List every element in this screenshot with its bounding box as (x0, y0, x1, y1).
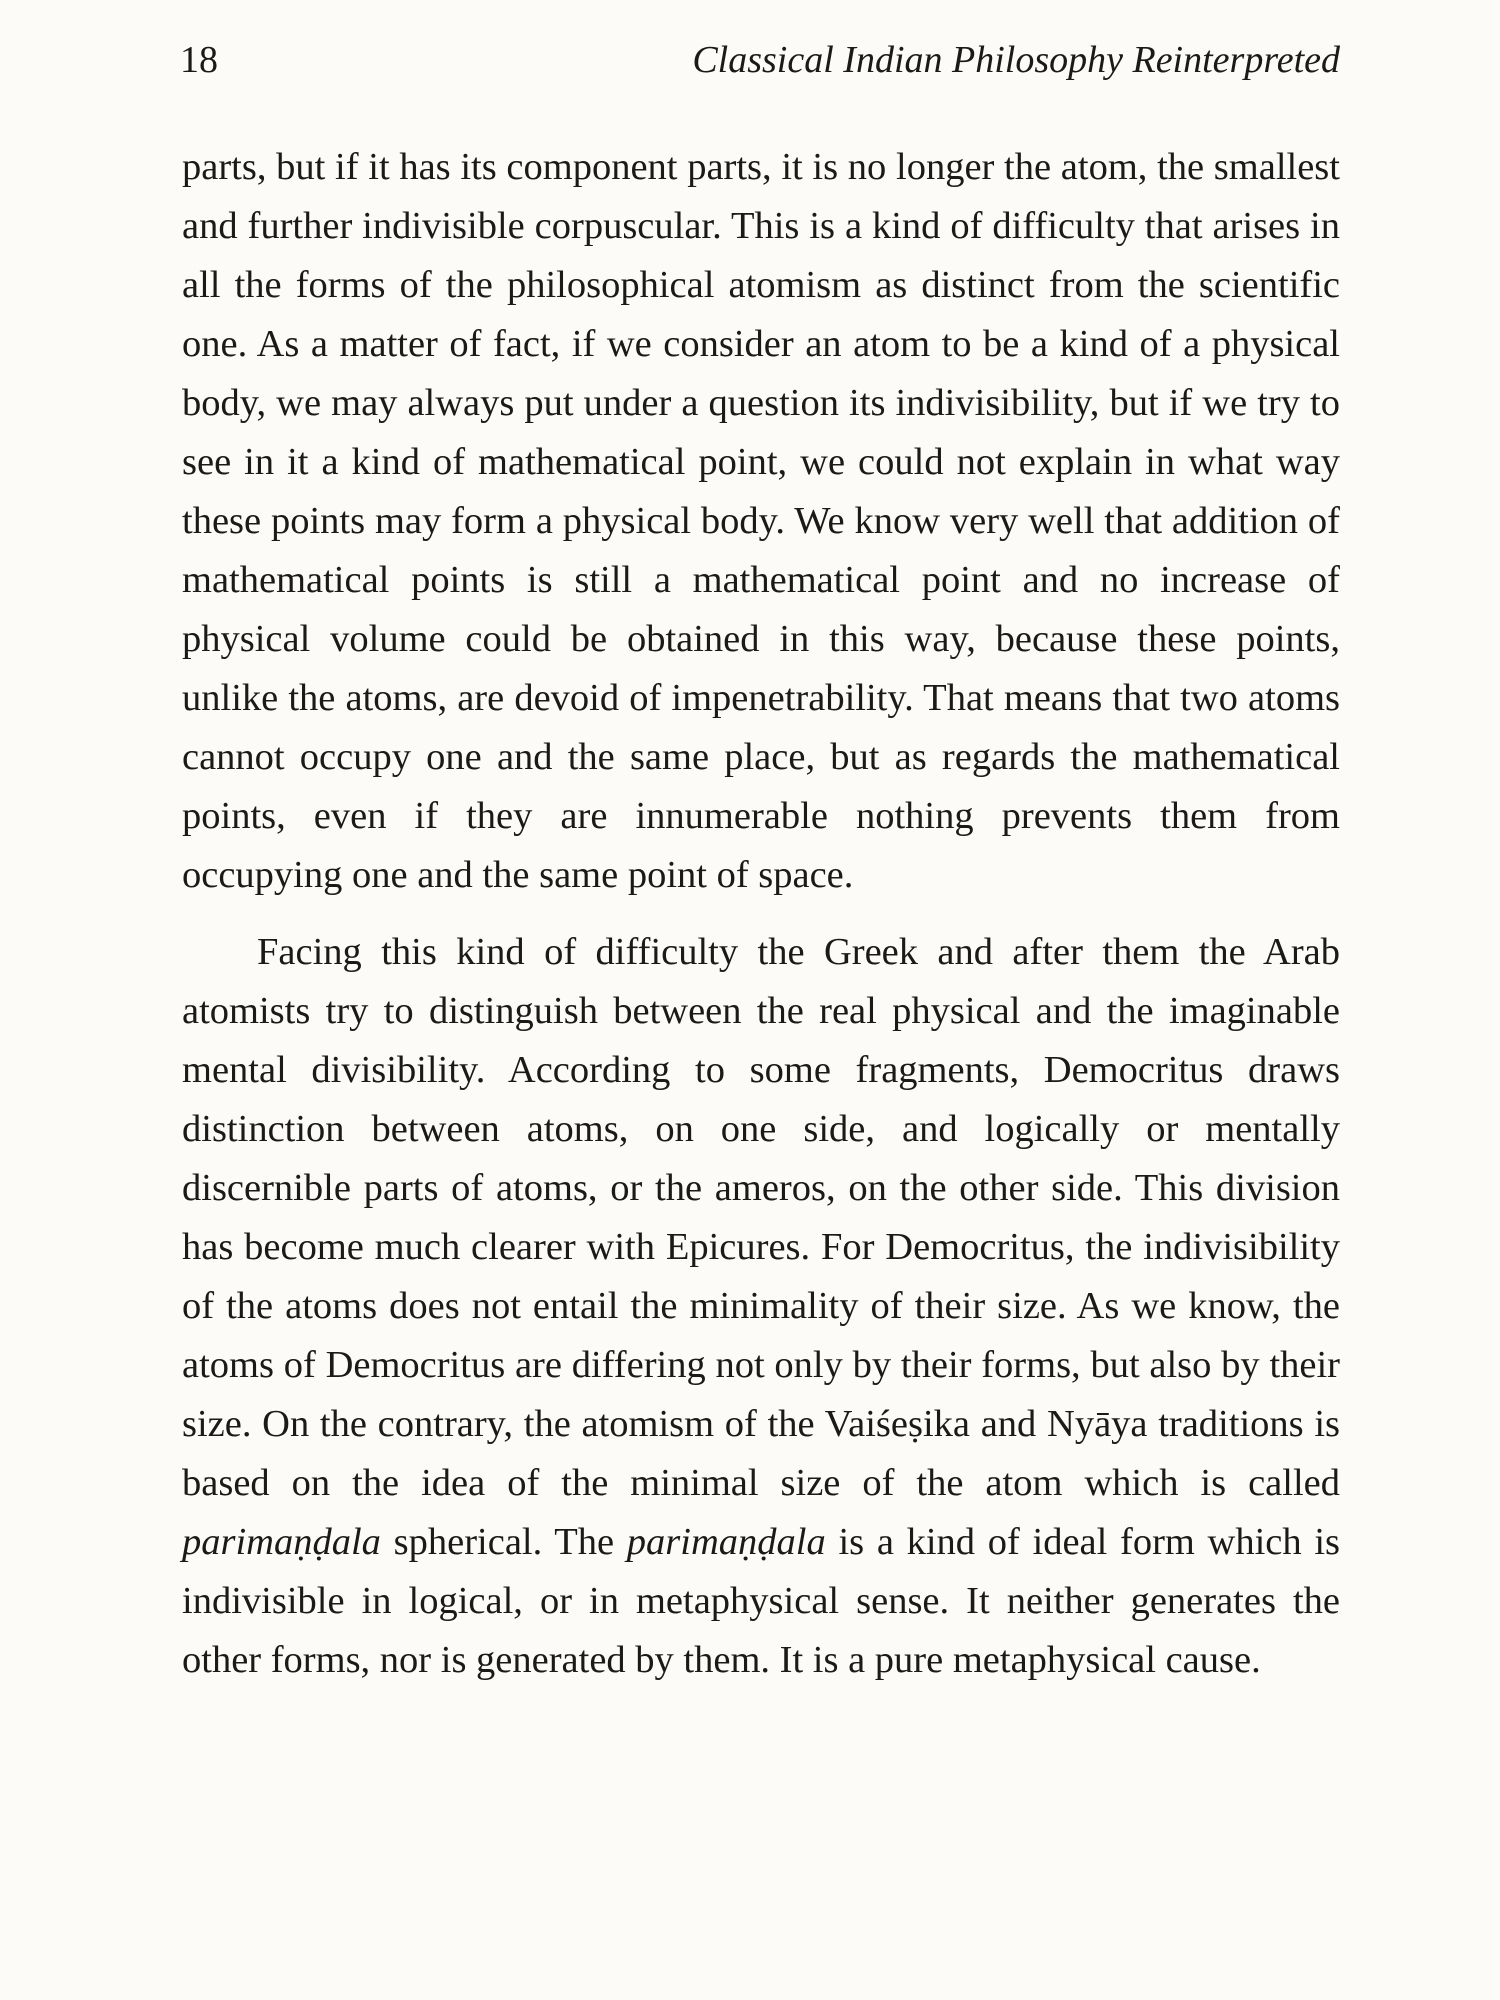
running-head (180, 30, 1340, 100)
term-parimandala-1: parimaṇḍala (182, 1521, 381, 1563)
page-number: 18 (180, 39, 218, 81)
body-text (182, 138, 1340, 1690)
paragraph-1: parts, but if it has its component parts, it is no longer the atom, the smallest and further indivisible corpuscular. This is a kind of difficulty that arises in all the forms of the philosophical atomism as distinct from the scientific one. As a matter of fact, if we consider an atom to be a kind of a physical body, we may always put under a question its indivisibility, but if we try to see in it a kind of mathematical point, we could not explain in what way these points may form a physical body. We know very well that addition of mathematical points is still a mathematical point and no increase of physical volume could be obtained in this way, because these points, unlike the atoms, are devoid of impenetrability. That means that two atoms cannot occupy one and the same place, but as regards the mathematical points, even if they are innumerable nothing prevents them from occupying one and the same point of space. (182, 146, 1340, 896)
paragraph-2 (182, 923, 1340, 1690)
paragraph-2-part-2: spherical. The (393, 1521, 615, 1563)
paragraph-2-part-3: is a kind of ideal form which is indivisible in logical, or in metaphysical sense. It neither generates the other forms, nor is generated by them. It is a pure metaphysical cause. (182, 1521, 1341, 1681)
paragraph-2-part-1: Facing this kind of difficulty the Greek and after them the Arab atomists try to distinguish between the real physical and the imaginable mental divisibility. According to some fragments, Democritus draws distinction between atoms, on one side, and logically or mentally discernible parts of atoms, or the ameros, on the other side. This division has become much clearer with Epicures. For Democritus, the indivisibility of the atoms does not entail the minimality of their size. As we know, the atoms of Democritus are differing not only by their forms, but also by their size. On the contrary, the atomism of the Vaiśeṣika and Nyāya traditions is based on the idea of the minimal size of the atom which is called (182, 931, 1340, 1504)
term-parimandala-2: parimaṇḍala (626, 1521, 826, 1563)
book-title: Classical Indian Philosophy Reinterpreted (692, 39, 1340, 81)
